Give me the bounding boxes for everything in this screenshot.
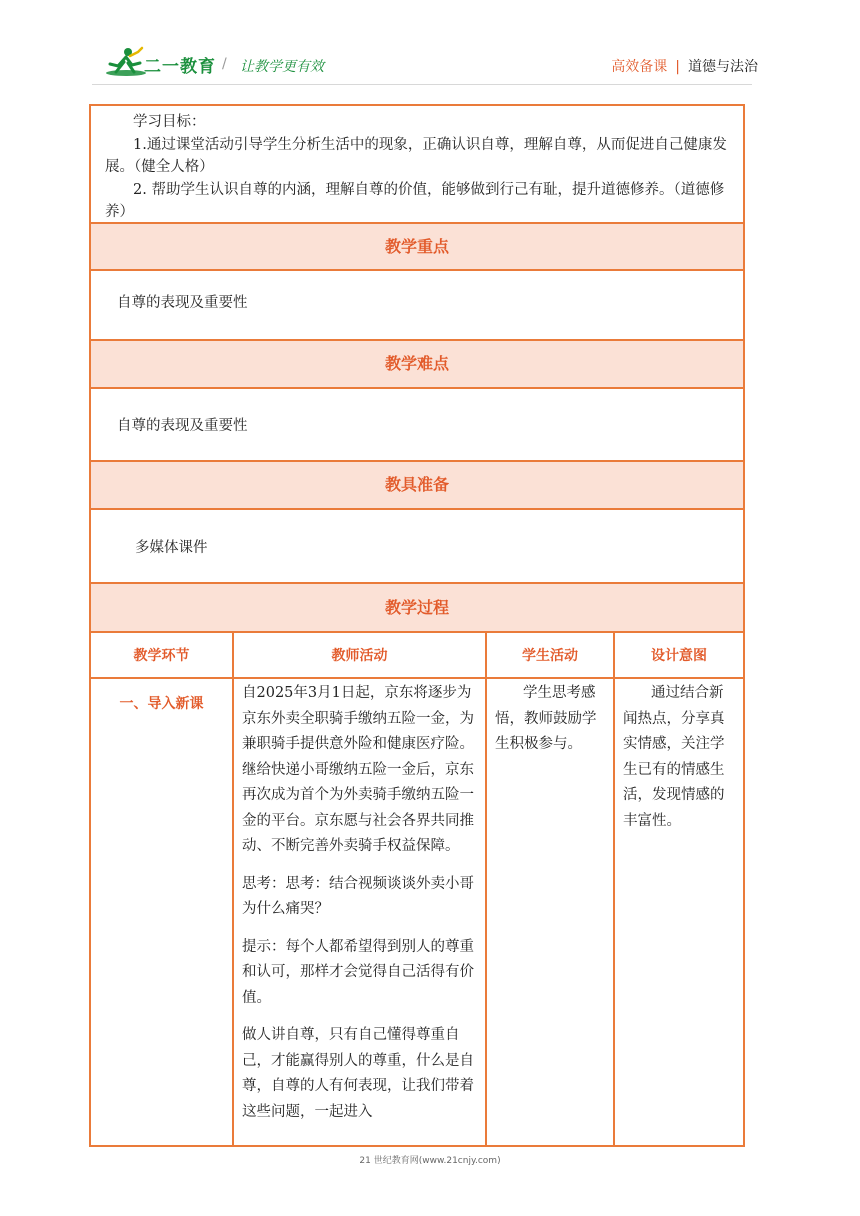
brand-name: 二一教育: [144, 57, 216, 77]
teacher-activity: [234, 679, 487, 1145]
page-footer: 21 世纪教育网(www.21cnjy.com): [359, 1156, 501, 1166]
header-rule: [92, 84, 752, 85]
stage-name: 一、导入新课: [91, 679, 234, 1145]
goals-title: 学习目标：: [133, 114, 206, 130]
lesson-plan-table: [89, 104, 745, 1147]
header-subject-name: 道德与法治: [688, 59, 758, 75]
col-student: 学生活动: [487, 633, 615, 677]
materials-heading: 教具准备: [91, 460, 743, 508]
teacher-paragraph: 提示：每个人都希望得到别人的尊重和认可，那样才会觉得自己活得有价值。: [242, 938, 474, 1006]
col-stage: 教学环节: [91, 633, 234, 677]
goal-item-1: 1.通过课堂活动引导学生分析生活中的现象，正确认识自尊，理解自尊，从而促进自己健康发展。（健全人格）: [105, 136, 727, 175]
difficulty-heading: 教学难点: [91, 339, 743, 387]
header-subject: 高效备课 | 道德与法治: [611, 59, 758, 75]
col-intent: 设计意图: [651, 648, 707, 664]
teacher-paragraph: 自2025年3月1日起，京东将逐步为京东外卖全职骑手缴纳五险一金，为兼职骑手提供意外险和健康医疗险。继给快递小哥缴纳五险一金后，京东再次成为首个为外卖骑手缴纳五险一金的平台。京东愿与社会各界共同推动、不断完善外卖骑手权益保障。: [242, 685, 474, 854]
header-divider: /: [222, 56, 227, 72]
student-activity: 学生思考感悟，教师鼓励学生积极参与。: [487, 679, 615, 1145]
materials-text: 多媒体课件: [91, 508, 743, 582]
design-intent: 通过结合新闻热点，分享真实情感，关注学生已有的情感生活，发现情感的丰富性。: [623, 685, 725, 829]
brand-slogan: 让教学更有效: [240, 59, 324, 75]
teacher-paragraph: 做人讲自尊，只有自己懂得尊重自己，才能赢得别人的尊重，什么是自尊，自尊的人有何表现，让我们带着这些问题，一起进入: [242, 1027, 474, 1120]
process-row: [91, 677, 743, 1145]
difficulty-text: 自尊的表现及重要性: [91, 387, 743, 460]
teacher-paragraph: 思考：思考：结合视频谈谈外卖小哥为什么痛哭？: [242, 875, 474, 917]
key-point-text: 自尊的表现及重要性: [91, 269, 743, 339]
learning-goals: [91, 106, 743, 222]
goal-item-2: 2. 帮助学生认识自尊的内涵，理解自尊的价值，能够做到行己有耻，提升道德修养。（道德修养）: [105, 181, 725, 220]
page-header: [0, 0, 860, 90]
process-heading: 教学过程: [91, 582, 743, 631]
header-tag: 高效备课: [611, 59, 668, 75]
key-point-heading: 教学重点: [91, 222, 743, 269]
process-column-headers: [91, 631, 743, 677]
col-teacher: 教师活动: [234, 633, 487, 677]
